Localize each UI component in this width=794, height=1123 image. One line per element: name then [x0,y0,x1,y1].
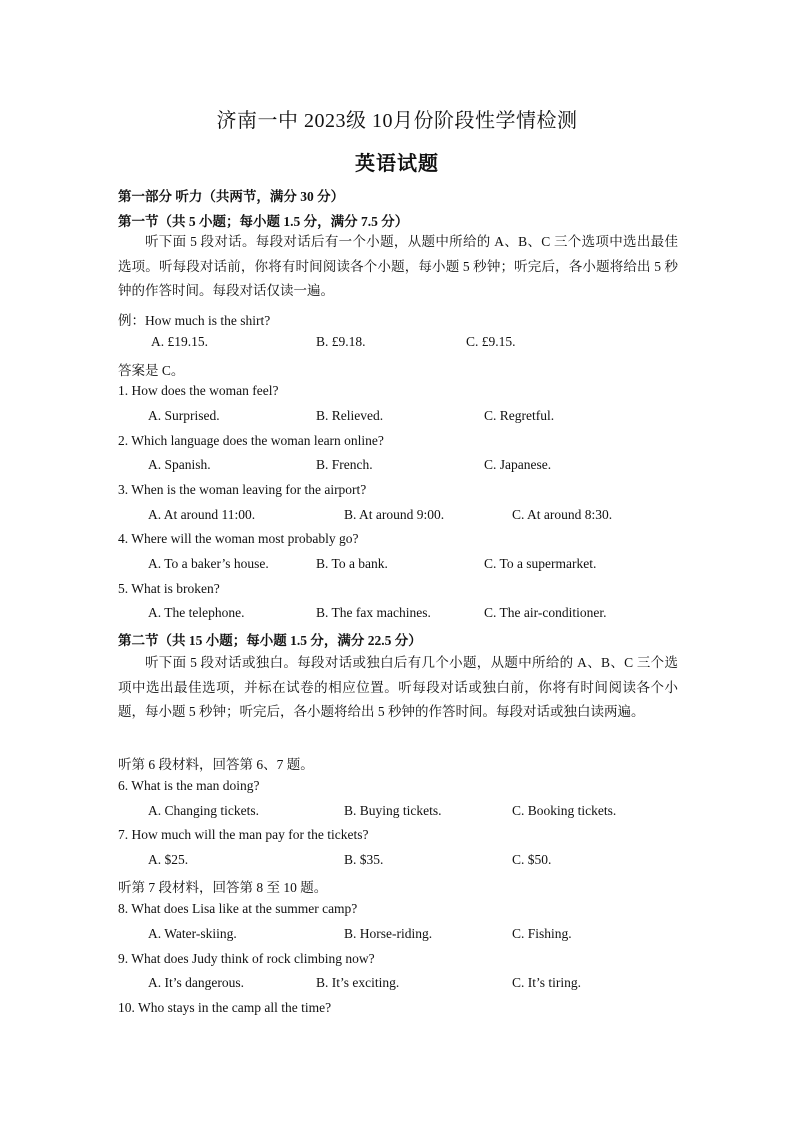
question-3: 3. When is the woman leaving for the airport? [118,482,367,497]
example-option-b: B. £9.18. [316,334,366,349]
q5-option-b: B. The fax machines. [316,605,431,620]
q5-option-c: C. The air-conditioner. [484,605,607,620]
example-option-a: A. £19.15. [151,334,208,349]
question-6: 6. What is the man doing? [118,778,260,793]
question-2: 2. Which language does the woman learn online? [118,433,384,448]
question-1: 1. How does the woman feel? [118,383,279,398]
q6-option-a: A. Changing tickets. [148,803,259,818]
q1-option-c: C. Regretful. [484,408,555,423]
question-9: 9. What does Judy think of rock climbing now? [118,951,375,966]
q9-option-b: B. It’s exciting. [316,975,400,990]
q1-option-a: A. Surprised. [148,408,220,423]
q6-option-c: C. Booking tickets. [512,803,617,818]
group6-label: 听第 6 段材料，回答第 6、7 题。 [118,757,314,772]
question-5: 5. What is broken? [118,581,220,596]
part1-heading: 第一部分 听力（共两节，满分 30 分） [118,189,345,204]
example-answer: 答案是 C。 [118,363,185,378]
section2-heading: 第二节（共 15 小题；每小题 1.5 分，满分 22.5 分） [118,633,422,648]
q3-option-a: A. At around 11:00. [148,507,256,522]
q6-option-b: B. Buying tickets. [344,803,442,818]
q2-option-b: B. French. [316,457,373,472]
exam-subtitle: 英语试题 [355,153,439,175]
q9-option-c: C. It’s tiring. [512,975,582,990]
q3-option-c: C. At around 8:30. [512,507,613,522]
q9-option-a: A. It’s dangerous. [148,975,244,990]
q8-option-b: B. Horse-riding. [344,926,433,941]
question-10: 10. Who stays in the camp all the time? [118,1000,332,1015]
exam-title: 济南一中 2023级 10月份阶段性学情检测 [216,110,578,132]
question-8: 8. What does Lisa like at the summer camp? [118,901,358,916]
q8-option-a: A. Water-skiing. [148,926,237,941]
group7-label: 听第 7 段材料，回答第 8 至 10 题。 [118,880,328,895]
example-option-c: C. £9.15. [466,334,516,349]
question-4: 4. Where will the woman most probably go? [118,531,359,546]
q4-option-a: A. To a baker’s house. [148,556,269,571]
q7-option-a: A. $25. [148,852,189,867]
q2-option-c: C. Japanese. [484,457,552,472]
section1-instructions: 听下面 5 段对话。每段对话后有一个小题，从题中所给的 A、B、C 三个选项中选出最佳选项。听每段对话前，你将有时间阅读各个小题，每小题 5 秒钟；听完后，各小题将给出 5 秒钟的作答时间。每段对话仅读一遍。 [118,234,678,299]
q7-option-c: C. $50. [512,852,552,867]
q4-option-c: C. To a supermarket. [484,556,597,571]
example-question: 例：How much is the shirt? [118,313,271,328]
q1-option-b: B. Relieved. [316,408,384,423]
section1-heading: 第一节（共 5 小题；每小题 1.5 分，满分 7.5 分） [118,214,409,229]
q4-option-b: B. To a bank. [316,556,388,571]
q2-option-a: A. Spanish. [148,457,211,472]
question-7: 7. How much will the man pay for the tickets? [118,827,369,842]
q5-option-a: A. The telephone. [148,605,245,620]
q8-option-c: C. Fishing. [512,926,572,941]
q7-option-b: B. $35. [344,852,384,867]
q3-option-b: B. At around 9:00. [344,507,445,522]
section2-instructions: 听下面 5 段对话或独白。每段对话或独白后有几个小题，从题中所给的 A、B、C 三个选项中选出最佳选项，并标在试卷的相应位置。听每段对话或独白前，你将有时间阅读各个小题，每小题 5 秒钟；听完后，各小题将给出 5 秒钟的作答时间。每段对话或独白读两遍。 [118,655,678,720]
